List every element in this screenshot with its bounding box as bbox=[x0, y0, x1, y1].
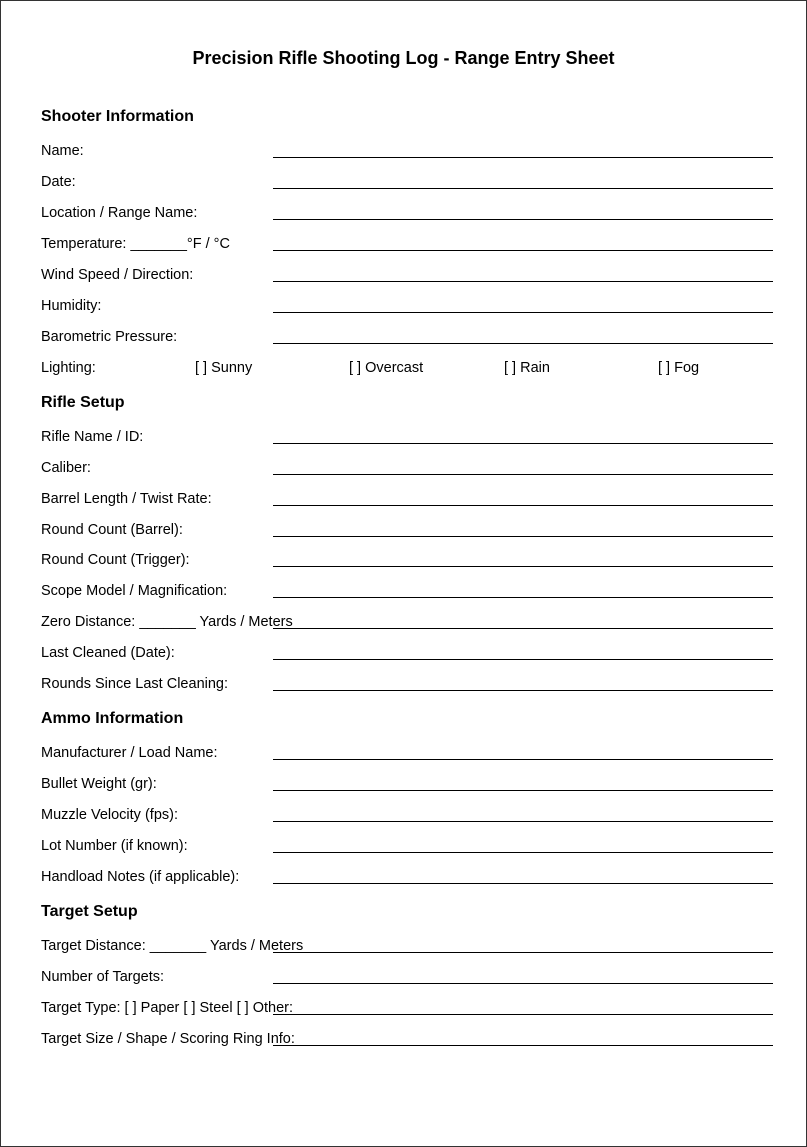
fill-line[interactable] bbox=[273, 597, 773, 598]
field-label: Target Size / Shape / Scoring Ring Info: bbox=[41, 1031, 295, 1047]
field-lot-number[interactable] bbox=[41, 837, 773, 855]
field-barrel-length-twist-rate[interactable] bbox=[41, 490, 773, 508]
fill-line[interactable] bbox=[273, 281, 773, 282]
fill-line[interactable] bbox=[273, 821, 773, 822]
field-label: Lighting: bbox=[41, 360, 96, 376]
field-round-count-trigger[interactable] bbox=[41, 551, 773, 569]
fill-line[interactable] bbox=[273, 343, 773, 344]
field-rifle-name-id[interactable] bbox=[41, 428, 773, 446]
field-temperature[interactable] bbox=[41, 235, 773, 253]
field-handload-notes[interactable] bbox=[41, 868, 773, 886]
field-zero-distance[interactable] bbox=[41, 613, 773, 631]
field-label: Wind Speed / Direction: bbox=[41, 267, 194, 283]
fill-line[interactable] bbox=[273, 312, 773, 313]
field-label: Location / Range Name: bbox=[41, 205, 198, 221]
field-label: Muzzle Velocity (fps): bbox=[41, 807, 178, 823]
fill-line[interactable] bbox=[273, 566, 773, 567]
field-label: Target Type: [ ] Paper [ ] Steel [ ] Other: bbox=[41, 1000, 293, 1016]
field-round-count-barrel[interactable] bbox=[41, 521, 773, 539]
field-label: Caliber: bbox=[41, 460, 91, 476]
field-label: Rounds Since Last Cleaning: bbox=[41, 676, 229, 692]
fill-line[interactable] bbox=[273, 628, 773, 629]
fill-line[interactable] bbox=[273, 505, 773, 506]
field-label: Bullet Weight (gr): bbox=[41, 776, 157, 792]
fill-line[interactable] bbox=[273, 983, 773, 984]
fill-line[interactable] bbox=[273, 1045, 773, 1046]
field-last-cleaned-date[interactable] bbox=[41, 644, 773, 662]
field-muzzle-velocity[interactable] bbox=[41, 806, 773, 824]
field-label: Last Cleaned (Date): bbox=[41, 645, 175, 661]
field-target-size-shape-scoring[interactable] bbox=[41, 1030, 773, 1048]
lighting-option-sunny[interactable]: [ ] Sunny bbox=[195, 360, 253, 376]
fill-line[interactable] bbox=[273, 852, 773, 853]
field-bullet-weight[interactable] bbox=[41, 775, 773, 793]
fill-line[interactable] bbox=[273, 443, 773, 444]
field-manufacturer-load-name[interactable] bbox=[41, 744, 773, 762]
section-heading-shooter-information: Shooter Information bbox=[41, 108, 194, 125]
fill-line[interactable] bbox=[273, 250, 773, 251]
field-label: Date: bbox=[41, 174, 76, 190]
field-label: Round Count (Barrel): bbox=[41, 522, 183, 538]
field-target-distance[interactable] bbox=[41, 937, 773, 955]
field-rounds-since-last-cleaning[interactable] bbox=[41, 675, 773, 693]
field-label: Barometric Pressure: bbox=[41, 329, 178, 345]
fill-line[interactable] bbox=[273, 659, 773, 660]
fill-line[interactable] bbox=[273, 474, 773, 475]
fill-line[interactable] bbox=[273, 759, 773, 760]
field-label: Temperature: _______°F / °C bbox=[41, 236, 230, 252]
section-heading-ammo-information: Ammo Information bbox=[41, 710, 184, 727]
field-number-of-targets[interactable] bbox=[41, 968, 773, 986]
section-heading-target-setup: Target Setup bbox=[41, 903, 138, 920]
fill-line[interactable] bbox=[273, 952, 773, 953]
field-humidity[interactable] bbox=[41, 297, 773, 315]
fill-line[interactable] bbox=[273, 690, 773, 691]
fill-line[interactable] bbox=[273, 536, 773, 537]
field-label: Number of Targets: bbox=[41, 969, 165, 985]
section-heading-rifle-setup: Rifle Setup bbox=[41, 394, 125, 411]
field-label: Humidity: bbox=[41, 298, 102, 314]
field-label: Manufacturer / Load Name: bbox=[41, 745, 218, 761]
fill-line[interactable] bbox=[273, 790, 773, 791]
lighting-option-fog[interactable]: [ ] Fog bbox=[658, 360, 700, 376]
field-label: Target Distance: _______ Yards / Meters bbox=[41, 938, 304, 954]
field-label: Name: bbox=[41, 143, 84, 159]
lighting-option-overcast[interactable]: [ ] Overcast bbox=[349, 360, 424, 376]
field-label: Scope Model / Magnification: bbox=[41, 583, 228, 599]
field-label: Round Count (Trigger): bbox=[41, 552, 190, 568]
field-barometric-pressure[interactable] bbox=[41, 328, 773, 346]
fill-line[interactable] bbox=[273, 219, 773, 220]
field-scope-model-magnification[interactable] bbox=[41, 582, 773, 600]
field-label: Rifle Name / ID: bbox=[41, 429, 144, 445]
field-wind-speed-direction[interactable] bbox=[41, 266, 773, 284]
page-title: Precision Rifle Shooting Log - Range Entry Sheet bbox=[192, 48, 615, 68]
field-label: Barrel Length / Twist Rate: bbox=[41, 491, 212, 507]
fill-line[interactable] bbox=[273, 883, 773, 884]
fill-line[interactable] bbox=[273, 157, 773, 158]
field-label: Lot Number (if known): bbox=[41, 838, 188, 854]
field-location-range-name[interactable] bbox=[41, 204, 773, 222]
field-label: Handload Notes (if applicable): bbox=[41, 869, 240, 885]
fill-line[interactable] bbox=[273, 1014, 773, 1015]
field-target-type[interactable] bbox=[41, 999, 773, 1017]
field-name[interactable] bbox=[41, 142, 773, 160]
field-caliber[interactable] bbox=[41, 459, 773, 477]
lighting-option-rain[interactable]: [ ] Rain bbox=[504, 360, 550, 376]
field-date[interactable] bbox=[41, 173, 773, 191]
field-lighting bbox=[41, 359, 773, 377]
fill-line[interactable] bbox=[273, 188, 773, 189]
field-label: Zero Distance: _______ Yards / Meters bbox=[41, 614, 293, 630]
